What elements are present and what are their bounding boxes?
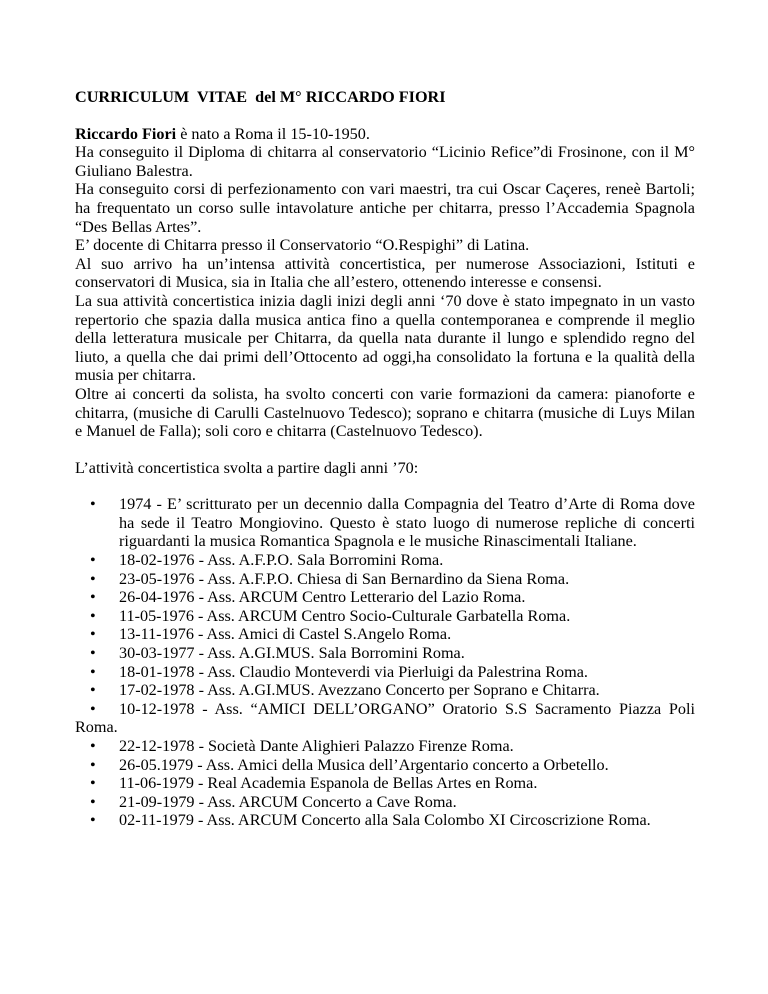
- bullet-icon: •: [90, 495, 96, 514]
- bullet-icon: •: [90, 551, 96, 570]
- bullet-icon: •: [90, 644, 96, 663]
- bullet-icon: •: [90, 681, 96, 700]
- event-text: 18-01-1978 - Ass. Claudio Monteverdi via Pierluigi da Palestrina Roma.: [119, 662, 588, 681]
- list-item: [75, 570, 695, 589]
- bullet-icon: •: [90, 792, 96, 811]
- list-item: [75, 774, 695, 793]
- document-title: CURRICULUM VITAE del M° RICCARDO FIORI: [75, 88, 446, 106]
- list-item: [75, 607, 695, 626]
- event-text: 11-05-1976 - Ass. ARCUM Centro Socio-Culturale Garbatella Roma.: [119, 606, 571, 625]
- list-item: [75, 625, 695, 644]
- list-item: [75, 644, 695, 663]
- event-text: 22-12-1978 - Società Dante Alighieri Palazzo Firenze Roma.: [119, 737, 514, 755]
- bullet-icon: •: [90, 662, 96, 681]
- list-item: [75, 700, 695, 737]
- bullet-icon: •: [90, 625, 96, 644]
- bullet-icon: •: [90, 606, 96, 625]
- bullet-icon: •: [90, 811, 96, 830]
- events-list: [75, 495, 695, 830]
- list-item: [75, 756, 695, 775]
- intro-teaching: E’ docente di Chitarra presso il Conservatorio “O.Respighi” di Latina.: [75, 236, 530, 255]
- event-text: 18-02-1976 - Ass. A.F.P.O. Sala Borromini Roma.: [119, 551, 444, 570]
- bullet-icon: •: [90, 588, 96, 607]
- bullet-icon: •: [90, 699, 96, 718]
- intro-activity: Al suo arrivo ha un’intensa attività concertistica, per numerose Associazioni, Istituti e conservatori di Musica, sia in Italia che all’estero, ottenendo interesse e consensi.: [75, 254, 695, 292]
- event-text: 10-12-1978 - Ass. “AMICI DELL’ORGANO” Oratorio S.S Sacramento Piazza Poli Roma.: [75, 699, 695, 737]
- list-item: [75, 793, 695, 812]
- event-text: 13-11-1976 - Ass. Amici di Castel S.Angelo Roma.: [119, 625, 452, 644]
- birth-text: è nato a Roma il 15-10-1950.: [176, 124, 370, 143]
- artist-name: Riccardo Fiori: [75, 124, 177, 143]
- intro-courses: Ha conseguito corsi di perfezionamento con vari maestri, tra cui Oscar Caçeres, reneè Bartoli; ha frequentato un corso sulle intavolature antiche per chitarra, presso l’Accademia Spagnola “Des Bellas Artes”.: [75, 180, 695, 236]
- event-text: 1974 - E’ scritturato per un decennio dalla Compagnia del Teatro d’Arte di Roma dove ha sede il Teatro Mongiovino. Questo è stato luogo di numerose repliche di concerti riguardanti la musica Romantica Spagnola e le musiche Rinascimentali Italiane.: [119, 495, 695, 551]
- list-item: [75, 737, 695, 756]
- event-text: 23-05-1976 - Ass. A.F.P.O. Chiesa di San Bernardino da Siena Roma.: [119, 569, 570, 588]
- document-page: [75, 88, 695, 830]
- event-text: 11-06-1979 - Real Academia Espanola de Bellas Artes en Roma.: [119, 774, 538, 793]
- bullet-icon: •: [90, 569, 96, 588]
- list-item: [75, 495, 695, 551]
- intro-repertoire: La sua attività concertistica inizia dagli inizi degli anni ‘70 dove è stato impegnato in un vasto repertorio che spazia dalla musica antica fino a quella contemporanea e comprende il meglio della letteratura musicale per Chitarra, da quella nata durante il lungo e splendido regno del liuto, a quella che dai primi dell’Ottocento ad oggi,ha consolidato la fortuna e la qualità della musia per chitarra.: [75, 291, 695, 385]
- activity-heading: L’attività concertistica svolta a partire dagli anni ’70:: [75, 458, 419, 477]
- event-text: 02-11-1979 - Ass. ARCUM Concerto alla Sala Colombo XI Circoscrizione Roma.: [119, 811, 651, 830]
- list-item: [75, 663, 695, 682]
- list-item: [75, 551, 695, 570]
- bullet-icon: •: [90, 774, 96, 793]
- list-item: [75, 811, 695, 830]
- bullet-icon: •: [90, 755, 96, 774]
- list-item: [75, 681, 695, 700]
- intro-birth-line: [75, 125, 695, 144]
- event-text: 26-05.1979 - Ass. Amici della Musica dell’Argentario concerto a Orbetello.: [119, 755, 609, 774]
- event-text: 26-04-1976 - Ass. ARCUM Centro Letterario del Lazio Roma.: [119, 588, 526, 607]
- list-item: [75, 588, 695, 607]
- event-text: 21-09-1979 - Ass. ARCUM Concerto a Cave Roma.: [119, 792, 457, 811]
- event-text: 30-03-1977 - Ass. A.GI.MUS. Sala Borromini Roma.: [119, 644, 465, 663]
- intro-diploma: Ha conseguito il Diploma di chitarra al conservatorio “Licinio Refice”di Frosinone, con il M° Giuliano Balestra.: [75, 143, 695, 180]
- bullet-icon: •: [90, 737, 96, 755]
- intro-chamber: Oltre ai concerti da solista, ha svolto concerti con varie formazioni da camera: pianoforte e chitarra, (musiche di Carulli Castelnuovo Tedesco); soprano e chitarra (musiche di Luys Milan e Manuel de Falla); soli coro e chitarra (Castelnuovo Tedesco).: [75, 384, 695, 441]
- event-text: 17-02-1978 - Ass. A.GI.MUS. Avezzano Concerto per Soprano e Chitarra.: [119, 681, 600, 700]
